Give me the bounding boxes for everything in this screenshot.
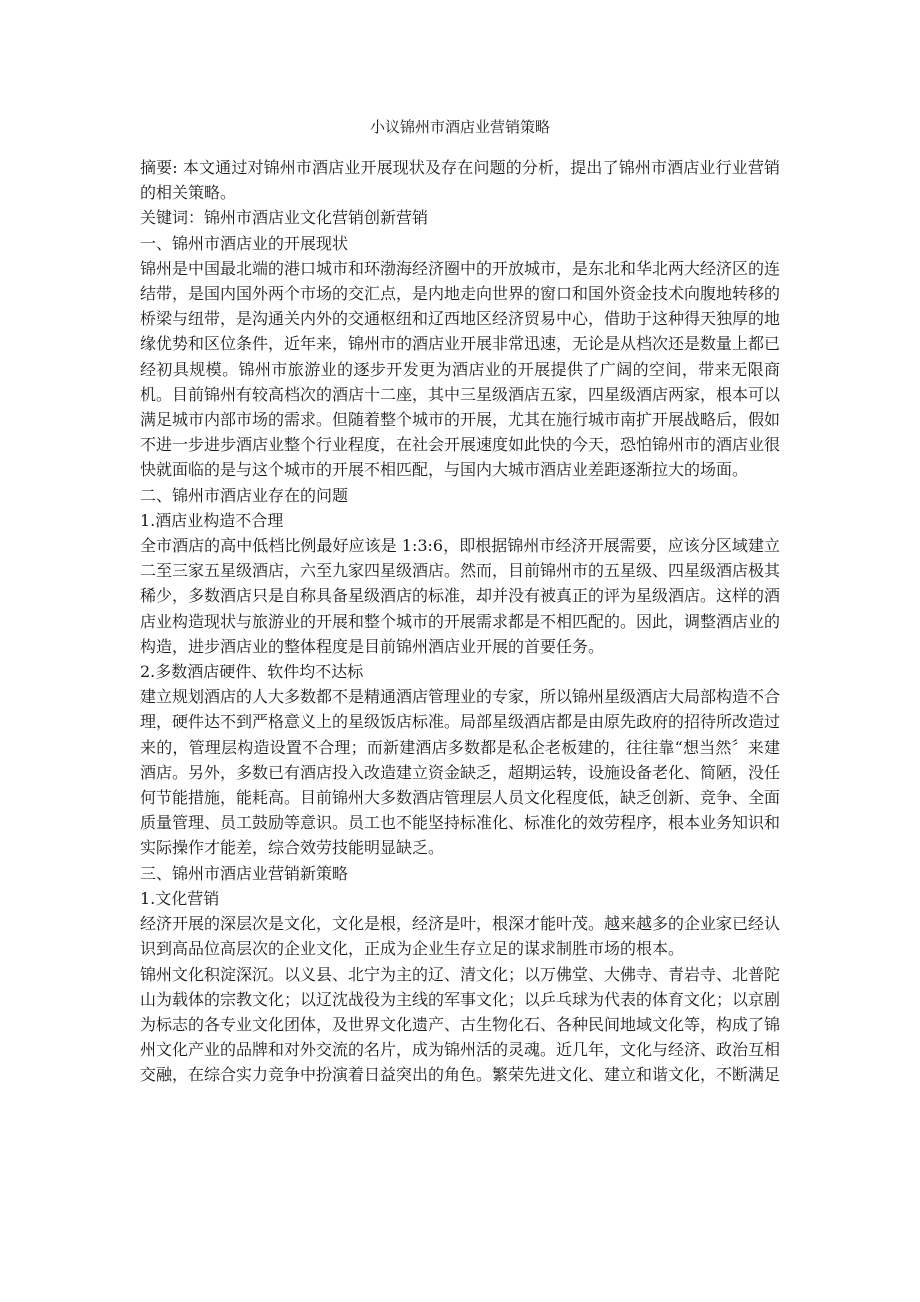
- body-paragraph: 全市酒店的高中低档比例最好应该是 1:3:6，即根据锦州市经济开展需要，应该分区域建立二至三家五星级酒店，六至九家四星级酒店。然而，目前锦州市的五星级、四星级酒店极其稀少，多数酒店只是自称具备星级酒店的标准，却并没有被真正的评为星级酒店。这样的酒店业构造现状与旅游业的开展和整个城市的开展需求都是不相匹配的。因此，调整酒店业的构造，进步酒店业的整体程度是目前锦州酒店业开展的首要任务。: [140, 536, 781, 656]
- section-heading-2: 二、锦州市酒店业存在的问题: [140, 485, 349, 505]
- section-heading-1: 一、锦州市酒店业的开展现状: [140, 233, 349, 253]
- body-paragraph: 锦州是中国最北端的港口城市和环渤海经济圈中的开放城市，是东北和华北两大经济区的连结带，是国内国外两个市场的交汇点，是内地走向世界的窗口和国外资金技术向腹地转移的桥梁与纽带，是沟通关内外的交通枢纽和辽西地区经济贸易中心，借助于这种得天独厚的地缘优势和区位条件，近年来，锦州市的酒店业开展非常迅速，无论是从档次还是数量上都已经初具规模。锦州市旅游业的逐步开发更为酒店业的开展提供了广阔的空间，带来无限商机。目前锦州有较高档次的酒店十二座，其中三星级酒店五家，四星级酒店两家，根本可以满足城市内部市场的需求。但随着整个城市的开展，尤其在施行城市南扩开展战略后，假如不进一步进步酒店业整个行业程度，在社会开展速度如此快的今天，恐怕锦州市的酒店业很快就面临的是与这个城市的开展不相匹配，与国内大城市酒店业差距逐渐拉大的场面。: [140, 258, 781, 480]
- abstract-paragraph: 摘要: 本文通过对锦州市酒店业开展现状及存在问题的分析，提出了锦州市酒店业行业营销的相关策略。: [140, 158, 780, 203]
- body-paragraph: 经济开展的深层次是文化，文化是根，经济是叶，根深才能叶茂。越来越多的企业家已经认识到高品位高层次的企业文化，正成为企业生存立足的谋求制胜市场的根本。: [140, 914, 781, 959]
- subheading: 1.酒店业构造不合理: [140, 510, 284, 530]
- subheading: 2.多数酒店硬件、软件均不达标: [140, 662, 364, 682]
- keywords-line: 关键词：锦州市酒店业文化营销创新营销: [140, 208, 429, 228]
- subheading: 1.文化营销: [140, 888, 220, 908]
- document-body: [140, 155, 780, 1088]
- body-paragraph: 建立规划酒店的人大多数都不是精通酒店管理业的专家，所以锦州星级酒店大局部构造不合理，硬件达不到严格意义上的星级饭店标准。局部星级酒店都是由原先政府的招待所改造过来的，管理层构造设置不合理；而新建酒店多数都是私企老板建的，往往靠“想当然〞来建酒店。另外，多数已有酒店投入改造建立资金缺乏，超期运转，设施设备老化、简陋，没任何节能措施，能耗高。目前锦州大多数酒店管理层人员文化程度低，缺乏创新、竞争、全面质量管理、员工鼓励等意识。员工也不能坚持标准化、标准化的效劳程序，根本业务知识和实际操作才能差，综合效劳技能明显缺乏。: [140, 687, 781, 858]
- body-paragraph: 锦州文化积淀深沉。以义县、北宁为主的辽、清文化；以万佛堂、大佛寺、青岩寺、北普陀山为载体的宗教文化；以辽沈战役为主线的军事文化；以乒乓球为代表的体育文化；以京剧为标志的各专业文化团体，及世界文化遗产、古生物化石、各种民间地域文化等，构成了锦州文化产业的品牌和对外交流的名片，成为锦州活的灵魂。近几年，文化与经济、政治互相交融，在综合实力竞争中扮演着日益突出的角色。繁荣先进文化、建立和谐文化，不断满足: [140, 964, 781, 1085]
- section-heading-3: 三、锦州市酒店业营销新策略: [140, 863, 349, 883]
- document-title: 小议锦州市酒店业营销策略: [369, 118, 550, 136]
